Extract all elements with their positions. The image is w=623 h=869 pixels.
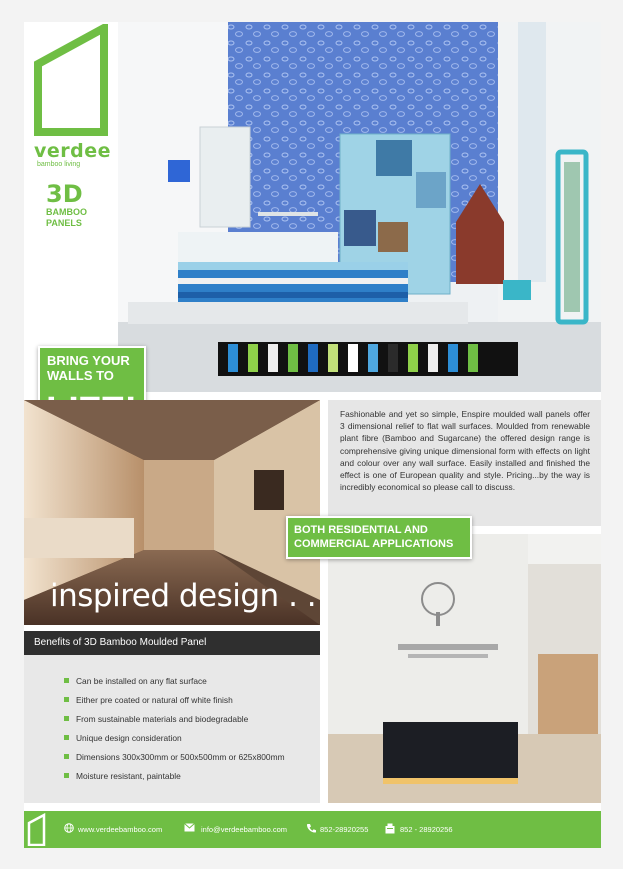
benefits-header [24,631,320,655]
benefit-item [64,732,285,751]
phone-number: 852-28920255 [320,825,369,834]
badge-line-1: BOTH RESIDENTIAL AND [294,524,428,536]
inspired-design-text: inspired design . . [50,578,317,614]
bullet-icon [64,716,69,721]
benefit-text: Dimensions 300x300mm or 500x500mm or 625x800mm [76,752,285,762]
envelope-icon [184,823,195,832]
bullet-icon [64,697,69,702]
brand-tagline: bamboo living [37,161,81,168]
phone-icon [306,823,316,834]
product-line-1: BAMBOO [46,207,87,217]
bullet-icon [64,754,69,759]
benefit-text: Either pre coated or natural off white finish [76,695,233,705]
bedroom-photo [118,22,601,392]
badge-line-2: COMMERCIAL APPLICATIONS [294,538,454,550]
bullet-icon [64,773,69,778]
badge-lines [294,523,453,551]
headline-line-1: BRING YOUR [47,353,130,368]
benefit-item [64,694,285,713]
fax-number: 852 - 28920256 [400,825,453,834]
benefits-panel [24,655,320,803]
verdee-mark-icon [26,813,46,846]
bullet-icon [64,678,69,683]
globe-icon [64,823,74,833]
benefits-list [64,675,285,789]
benefit-text: From sustainable materials and biodegradable [76,714,249,724]
email-link[interactable]: info@verdeebamboo.com [201,825,287,834]
fax-icon [385,823,395,834]
lobby-photo [328,534,601,803]
description-text: Fashionable and yet so simple, Enspire moulded wall panels offer 3 dimensional relief to flat wall surfaces. Moulded from renewable plant fibre (Bamboo and Sugarcane) the offered design range is comprehensive giving unique dimensional form with effects on light and colour over any wall surface. Easily installed and finished the effect is one of European quality and style. Pricing...by the way is incredibly economical so please call to discuss. [340,409,590,493]
headline-line-2: WALLS TO [47,368,114,383]
benefits-title: Benefits of 3D Bamboo Moulded Panel [34,637,207,648]
product-line-2: PANELS [46,218,82,228]
brand-name: verdee [34,140,112,162]
verdee-house-logo-icon [34,24,108,136]
description-box [328,400,601,526]
headline-lines [47,353,130,383]
benefit-item [64,770,285,789]
bullet-icon [64,735,69,740]
benefit-text: Moisture resistant, paintable [76,771,181,781]
bedroom-illustration [118,22,601,392]
benefit-item [64,713,285,732]
benefit-item [64,751,285,770]
benefit-text: Can be installed on any flat surface [76,676,207,686]
benefit-text: Unique design consideration [76,733,182,743]
website-link[interactable]: www.verdeebamboo.com [78,825,163,834]
lobby-illustration [328,534,601,803]
benefit-item [64,675,285,694]
contact-footer [24,811,601,848]
product-3d-label: 3D [46,180,83,208]
applications-badge [286,516,472,559]
product-name [46,207,87,229]
